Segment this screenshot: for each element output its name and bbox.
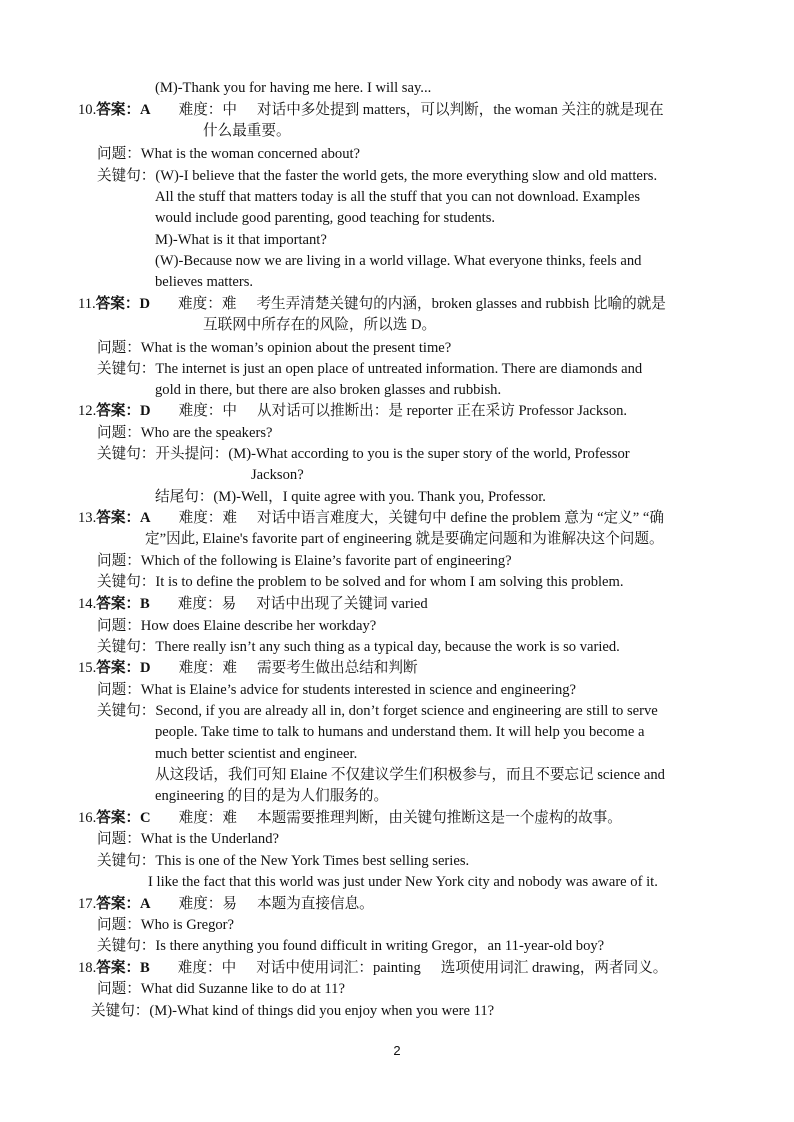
analysis-text: 考生弄清楚关键句的内涵，broken glasses and rubbish 比喻的就是 bbox=[256, 296, 666, 312]
question-label: 问题： bbox=[97, 618, 141, 634]
question-text: What is Elaine’s advice for students interested in science and engineering? bbox=[140, 682, 577, 698]
key-label: 关键句： bbox=[91, 1003, 150, 1019]
key-label: 关键句： bbox=[97, 703, 156, 719]
answer-value: D bbox=[139, 296, 151, 312]
key-text: engineering 的目的是为人们服务的。 bbox=[155, 788, 389, 804]
answer-value: A bbox=[140, 896, 151, 912]
answer-line-15 bbox=[78, 658, 418, 679]
question-text: Who is Gregor? bbox=[140, 917, 235, 933]
answer-label: 答案： bbox=[96, 403, 141, 419]
answer-value: B bbox=[140, 596, 150, 612]
item-number: 16. bbox=[78, 810, 97, 826]
answer-value: A bbox=[140, 510, 151, 526]
question-label: 问题： bbox=[97, 340, 141, 356]
key-text: believes matters. bbox=[155, 274, 254, 290]
key-line-11 bbox=[97, 359, 642, 380]
question-text: What is the Underland? bbox=[140, 831, 279, 847]
key-label: 关键句： bbox=[97, 938, 156, 954]
answer-label: 答案： bbox=[96, 102, 141, 118]
key-text: (M)-What kind of things did you enjoy when you were 11? bbox=[149, 1003, 495, 1019]
difficulty-label: 难度： bbox=[177, 596, 222, 612]
analysis-text: 对话中语言难度大，关键句中 define the problem 意为 “定义” “确 bbox=[257, 510, 664, 526]
answer-label: 答案： bbox=[96, 896, 141, 912]
difficulty-label: 难度： bbox=[178, 102, 223, 118]
question-label: 问题： bbox=[97, 831, 141, 847]
question-line-11 bbox=[97, 338, 451, 359]
item-number: 18. bbox=[78, 960, 97, 976]
question-text: What is the woman’s opinion about the present time? bbox=[140, 340, 452, 356]
difficulty-label: 难度： bbox=[178, 510, 223, 526]
question-label: 问题： bbox=[97, 917, 141, 933]
key-line-18 bbox=[91, 1001, 494, 1022]
dialogue-line: (M)-Thank you for having me here. I will say... bbox=[155, 80, 432, 96]
difficulty-value: 易 bbox=[222, 896, 237, 912]
question-line-13 bbox=[97, 551, 512, 572]
answer-value: A bbox=[140, 102, 151, 118]
analysis-text: 从对话可以推断出：是 reporter 正在采访 Professor Jackson. bbox=[257, 403, 628, 419]
item-number: 10. bbox=[78, 102, 97, 118]
question-line-18 bbox=[97, 979, 345, 1000]
page-number: 2 bbox=[393, 1043, 401, 1058]
analysis-continuation: 互联网中所存在的风险，所以选 D。 bbox=[203, 317, 437, 333]
key-text: (W)-Because now we are living in a world village. What everyone thinks, feels and bbox=[155, 253, 642, 269]
key-label: 关键句： bbox=[97, 853, 156, 869]
analysis-text: 对话中使用词汇：painting bbox=[256, 960, 421, 976]
item-number: 15. bbox=[78, 660, 97, 676]
key-text: There really isn’t any such thing as a typical day, because the work is so varied. bbox=[155, 639, 620, 655]
answer-label: 答案： bbox=[96, 510, 141, 526]
answer-label: 答案： bbox=[96, 596, 141, 612]
answer-line-16 bbox=[78, 808, 622, 829]
difficulty-value: 难 bbox=[222, 660, 237, 676]
difficulty-value: 难 bbox=[222, 810, 237, 826]
analysis-text: 对话中多处提到 matters，可以判断，the woman 关注的就是现在 bbox=[257, 102, 664, 118]
question-line-17 bbox=[97, 915, 234, 936]
key-text: Is there anything you found difficult in writing Gregor，an 11-year-old boy? bbox=[155, 938, 605, 954]
analysis-continuation: 什么最重要。 bbox=[203, 123, 291, 139]
analysis-text: 选项使用词汇 drawing，两者同义。 bbox=[440, 960, 668, 976]
key-text: Jackson? bbox=[251, 467, 304, 483]
question-text: Who are the speakers? bbox=[140, 425, 273, 441]
question-text: What did Suzanne like to do at 11? bbox=[140, 981, 345, 997]
difficulty-label: 难度： bbox=[178, 896, 223, 912]
answer-line-11 bbox=[78, 294, 666, 315]
difficulty-value: 中 bbox=[222, 102, 237, 118]
key-text: M)-What is it that important? bbox=[155, 232, 327, 248]
key-line-16 bbox=[97, 851, 469, 872]
question-line-12 bbox=[97, 423, 272, 444]
key-text: The internet is just an open place of untreated information. There are diamonds and bbox=[155, 361, 643, 377]
key-text: (W)-I believe that the faster the world gets, the more everything slow and old matters. bbox=[155, 168, 658, 184]
question-line-15 bbox=[97, 680, 576, 701]
analysis-text: 本题需要推理判断，由关键句推断这是一个虚构的故事。 bbox=[257, 810, 622, 826]
difficulty-label: 难度： bbox=[177, 960, 222, 976]
item-number: 12. bbox=[78, 403, 97, 419]
question-line-16 bbox=[97, 829, 279, 850]
key-text: Second, if you are already all in, don’t forget science and engineering are still to serve bbox=[155, 703, 658, 719]
question-text: What is the woman concerned about? bbox=[140, 146, 361, 162]
answer-label: 答案： bbox=[96, 960, 141, 976]
difficulty-label: 难度： bbox=[178, 660, 223, 676]
question-text: How does Elaine describe her workday? bbox=[140, 618, 377, 634]
question-label: 问题： bbox=[97, 425, 141, 441]
question-label: 问题： bbox=[97, 981, 141, 997]
answer-label: 答案： bbox=[96, 810, 141, 826]
key-label: 关键句： bbox=[97, 361, 156, 377]
key-text: much better scientist and engineer. bbox=[155, 746, 358, 762]
answer-line-14 bbox=[78, 594, 428, 615]
answer-line-18 bbox=[78, 958, 667, 979]
answer-label: 答案： bbox=[95, 296, 140, 312]
difficulty-value: 难 bbox=[221, 296, 237, 312]
key-line-14 bbox=[97, 637, 620, 658]
analysis-text: 本题为直接信息。 bbox=[257, 896, 374, 912]
item-number: 14. bbox=[78, 596, 97, 612]
key-label: 关键句： bbox=[97, 574, 156, 590]
opening-label: 开头提问： bbox=[155, 446, 229, 462]
question-label: 问题： bbox=[97, 146, 141, 162]
key-label: 关键句： bbox=[97, 639, 156, 655]
difficulty-label: 难度： bbox=[178, 403, 223, 419]
key-line-10 bbox=[97, 166, 657, 187]
analysis-continuation: 定”因此, Elaine's favorite part of engineering 就是要确定问题和为谁解决这个问题。 bbox=[145, 531, 664, 547]
answer-value: D bbox=[140, 660, 151, 676]
difficulty-label: 难度： bbox=[178, 810, 223, 826]
item-number: 11. bbox=[78, 296, 96, 312]
key-label: 关键句： bbox=[97, 446, 156, 462]
key-text: would include good parenting, good teaching for students. bbox=[155, 210, 496, 226]
item-number: 17. bbox=[78, 896, 97, 912]
key-text: (M)-What according to you is the super story of the world, Professor bbox=[228, 446, 630, 462]
key-text: This is one of the New York Times best selling series. bbox=[155, 853, 470, 869]
analysis-text: 需要考生做出总结和判断 bbox=[257, 660, 418, 676]
answer-line-13 bbox=[78, 508, 664, 529]
analysis-text: 对话中出现了关键词 varied bbox=[256, 596, 428, 612]
key-text: people. Take time to talk to humans and understand them. It will help you become a bbox=[155, 724, 645, 740]
difficulty-value: 易 bbox=[221, 596, 237, 612]
difficulty-label: 难度： bbox=[178, 296, 222, 312]
ending-line-12 bbox=[155, 487, 546, 508]
answer-line-12 bbox=[78, 401, 627, 422]
difficulty-value: 难 bbox=[222, 510, 237, 526]
key-line-15 bbox=[97, 701, 658, 722]
difficulty-value: 中 bbox=[221, 960, 237, 976]
question-line-14 bbox=[97, 616, 376, 637]
difficulty-value: 中 bbox=[222, 403, 237, 419]
key-label: 关键句： bbox=[97, 168, 156, 184]
answer-label: 答案： bbox=[96, 660, 141, 676]
key-text: gold in there, but there are also broken glasses and rubbish. bbox=[155, 382, 502, 398]
question-text: Which of the following is Elaine’s favorite part of engineering? bbox=[140, 553, 512, 569]
key-line-13 bbox=[97, 572, 624, 593]
answer-value: C bbox=[140, 810, 151, 826]
key-text: All the stuff that matters today is all the stuff that you can not download. Examples bbox=[155, 189, 641, 205]
question-label: 问题： bbox=[97, 682, 141, 698]
answer-line-10 bbox=[78, 100, 664, 121]
key-text: It is to define the problem to be solved and for whom I am solving this problem. bbox=[155, 574, 624, 590]
ending-label: 结尾句： bbox=[155, 489, 214, 505]
ending-text: (M)-Well，I quite agree with you. Thank you, Professor. bbox=[213, 489, 546, 505]
key-text: I like the fact that this world was just under New York city and nobody was aware of it. bbox=[148, 874, 658, 890]
key-line-12 bbox=[97, 444, 630, 465]
answer-value: D bbox=[140, 403, 151, 419]
key-text: 从这段话，我们可知 Elaine 不仅建议学生们积极参与，而且不要忘记 science and bbox=[155, 767, 665, 783]
question-label: 问题： bbox=[97, 553, 141, 569]
key-line-17 bbox=[97, 936, 604, 957]
item-number: 13. bbox=[78, 510, 97, 526]
answer-line-17 bbox=[78, 894, 374, 915]
question-line-10 bbox=[97, 144, 360, 165]
answer-value: B bbox=[140, 960, 150, 976]
